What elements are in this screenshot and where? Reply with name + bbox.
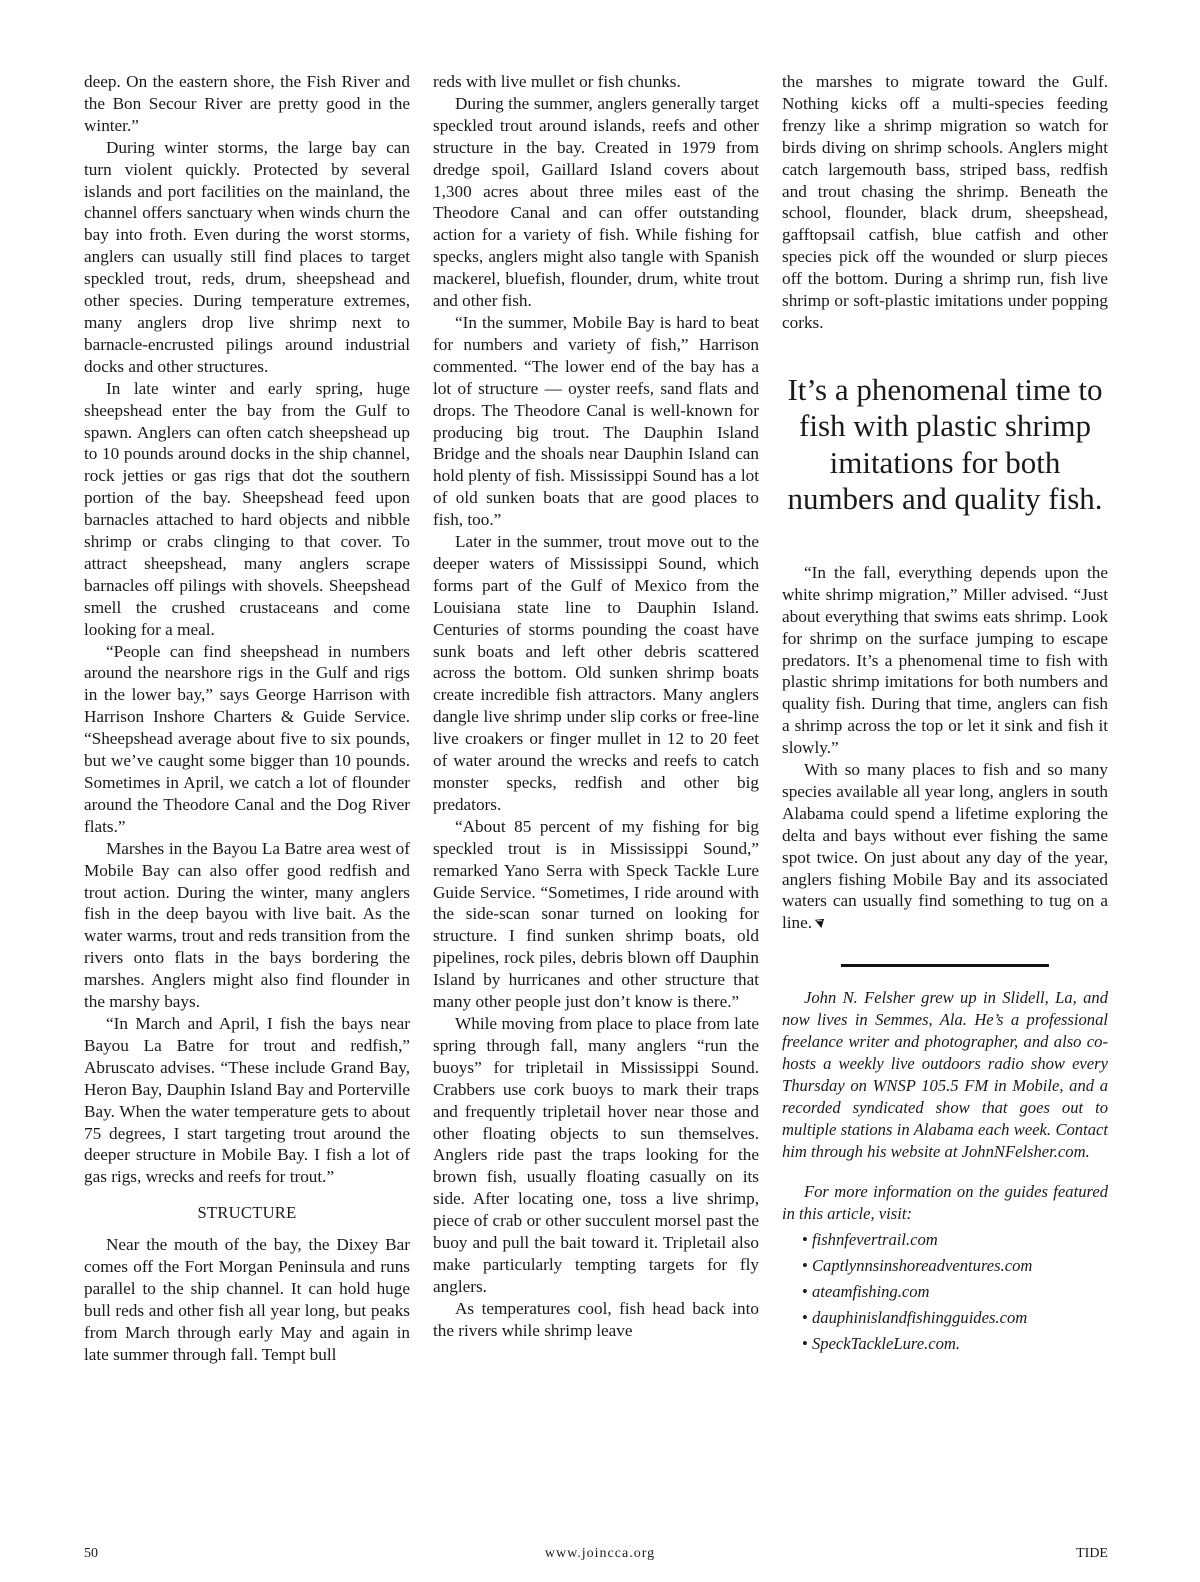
paragraph: “In the summer, Mobile Bay is hard to beat for numbers and variety of fish,” Harrison commented. “The lower end of the bay has a lot of structure — oyster reefs, sand flats and drops. The Theodore Canal is well-known for producing big trout. The Dauphin Island Bridge and the shoals near Dauphin Island can hold plenty of fish. Mississippi Sound has a lot of old sunken boats that are good places to fish, too.” (433, 312, 759, 530)
divider-rule (841, 964, 1049, 967)
magazine-name: TIDE (1076, 1546, 1108, 1561)
guide-link: • SpeckTackleLure.com. (802, 1331, 1108, 1357)
paragraph: During the summer, anglers generally target speckled trout around islands, reefs and other structure in the bay. Created in 1979 from dredge spoil, Gaillard Island covers about 1,300 acres about three miles east of the Theodore Canal and can offer outstanding action for a variety of fish. While fishing for specks, anglers might also tangle with Spanish mackerel, bluefish, flounder, drum, white trout and other fish. (433, 93, 759, 311)
author-bio (782, 987, 1108, 1225)
paragraph: As temperatures cool, fish head back into the rivers while shrimp leave (433, 1298, 759, 1340)
paragraph: In late winter and early spring, huge sheepshead enter the bay from the Gulf to spawn. Anglers can often catch sheepshead up to 10 pounds around docks in the ship channel, rock jetties or gas rigs that dot the southern portion of the bay. Sheepshead feed upon barnacles attached to hard objects and nibble shrimp or crabs clinging to that cover. To attract sheepshead, many anglers scrape barnacles off pilings with shovels. Sheepshead smell the crushed crustaceans and come looking for a meal. (84, 378, 410, 639)
paragraph: Near the mouth of the bay, the Dixey Bar comes off the Fort Morgan Peninsula and runs parallel to the ship channel. It can hold huge bull reds and other fish all year long, but peaks from March through early May and again in late summer through fall. Tempt bull (84, 1235, 410, 1364)
article-column-3 (782, 71, 1108, 1357)
paragraph: “About 85 percent of my fishing for big speckled trout is in Mississippi Sound,” remarked Yano Serra with Speck Tackle Lure Guide Service. “Sometimes, I ride around with the side-scan sonar turned on looking for structure. I find sunken shrimp boats, old pipelines, rock piles, debris blown off Dauphin Island by hurricanes and other structure that many other people just don’t know is there.” (433, 816, 759, 1012)
guide-links-list (782, 1227, 1108, 1357)
pull-quote: It’s a phenomenal time to fish with plastic shrimp imitations for both numbers and quality fish. (787, 371, 1103, 517)
paragraph (782, 759, 1108, 934)
paragraph: reds with live mullet or fish chunks. (433, 72, 681, 91)
page-number: 50 (84, 1546, 98, 1561)
guide-link: • dauphinislandfishingguides.com (802, 1305, 1108, 1331)
end-mark-icon (814, 918, 825, 929)
paragraph: “People can find sheepshead in numbers around the nearshore rigs in the Gulf and rigs in the lower bay,” says George Harrison with Harrison Inshore Charters & Guide Service. “Sheepshead average about five to six pounds, but we’ve caught some bigger than 10 pounds. Sometimes in April, we catch a lot of flounder around the Theodore Canal and the Dog River flats.” (84, 641, 410, 836)
guides-intro: For more information on the guides featured in this article, visit: (782, 1182, 1108, 1224)
guide-link: • Captlynnsinshoreadventures.com (802, 1253, 1108, 1279)
paragraph: the marshes to migrate toward the Gulf. Nothing kicks off a multi-species feeding frenzy like a shrimp migration so watch for birds diving on shrimp schools. Anglers might catch largemouth bass, striped bass, redfish and trout chasing the shrimp. Beneath the school, flounder, black drum, sheepshead, gafftopsail catfish, blue catfish and other species pick off the wounded or slurp pieces off the bottom. During a shrimp run, fish live shrimp or soft-plastic imitations under popping corks. (782, 72, 1108, 332)
paragraph: “In the fall, everything depends upon the white shrimp migration,” Miller advised. “Just about everything that swims eats shrimp. Look for shrimp on the surface jumping to escape predators. It’s a phenomenal time to fish with plastic shrimp imitations for both numbers and quality fish. During that time, anglers can fish a shrimp across the top or let it sink and fish it slowly.” (782, 562, 1108, 758)
paragraph: Later in the summer, trout move out to the deeper waters of Mississippi Sound, which forms part of the Gulf of Mexico from the Louisiana state line to Dauphin Island. Centuries of storms pounding the coast have sunk boats and left other debris scattered across the bottom. Old sunken shrimp boats create incredible fish attractors. Many anglers dangle live shrimp under slip corks or free-line live croakers or finger mullet in 12 to 20 feet of water around the wrecks and reefs to catch monster specks, redfish and other big predators. (433, 532, 759, 814)
article-column-2 (433, 71, 759, 1342)
article-column-1 (84, 71, 410, 1366)
paragraph: “In March and April, I fish the bays near Bayou La Batre for trout and redfish,” Abruscato advises. “These include Grand Bay, Heron Bay, Dauphin Island Bay and Porterville Bay. When the water temperature gets to about 75 degrees, I start targeting trout around the deeper structure in Mobile Bay. I fish a lot of gas rigs, wrecks and reefs for trout.” (84, 1013, 410, 1187)
guide-link: • ateamfishing.com (802, 1279, 1108, 1305)
paragraph: While moving from place to place from late spring through fall, many anglers “run the buoys” for tripletail in Mississippi Sound. Crabbers use cork buoys to mark their traps and frequently tripletail hover near those and other floating objects to sun themselves. Anglers ride past the traps looking for the brown fish, usually floating casually on its side. After locating one, toss a live shrimp, piece of crab or other succulent morsel past the buoy and pull the bait toward it. Tripletail also make particularly tempting targets for fly anglers. (433, 1013, 759, 1296)
paragraph: Marshes in the Bayou La Batre area west of Mobile Bay can also offer good redfish and trout action. During the winter, many anglers fish in the deep bayou with live bait. As the water warms, trout and reds transition from the rivers onto flats in the bays bordering the marshes. Anglers might also find flounder in the marshy bays. (84, 838, 410, 1012)
paragraph-text: With so many places to fish and so many species available all year long, anglers in south Alabama could spend a lifetime exploring the delta and bays without ever fishing the same spot twice. On just about any day of the year, anglers fishing Mobile Bay and its associated waters can usually find something to tug on a line. (782, 760, 1108, 933)
paragraph: During winter storms, the large bay can turn violent quickly. Protected by several islands and port facilities on the mainland, the channel offers sanctuary when winds churn the bay into froth. Even during the worst storms, anglers can usually still find places to target speckled trout, reds, drum, sheepshead and other species. During temperature extremes, many anglers drop live shrimp next to barnacle-encrusted pilings around industrial docks and other structures. (84, 137, 410, 376)
author-bio-text: John N. Felsher grew up in Slidell, La, and now lives in Semmes, Ala. He’s a professional freelance writer and photographer, and also co-hosts a weekly live outdoors radio show every Thursday on WNSP 105.5 FM in Mobile, and a recorded syndicated show that goes out to multiple stations in Alabama each week. Contact him through his website at JohnNFelsher.com. (782, 988, 1108, 1162)
guide-link: • fishnfevertrail.com (802, 1227, 1108, 1253)
section-subhead: STRUCTURE (197, 1203, 297, 1223)
paragraph: deep. On the eastern shore, the Fish River and the Bon Secour River are pretty good in the winter.” (84, 72, 410, 135)
footer-website: www.joincca.org (544, 1546, 656, 1561)
